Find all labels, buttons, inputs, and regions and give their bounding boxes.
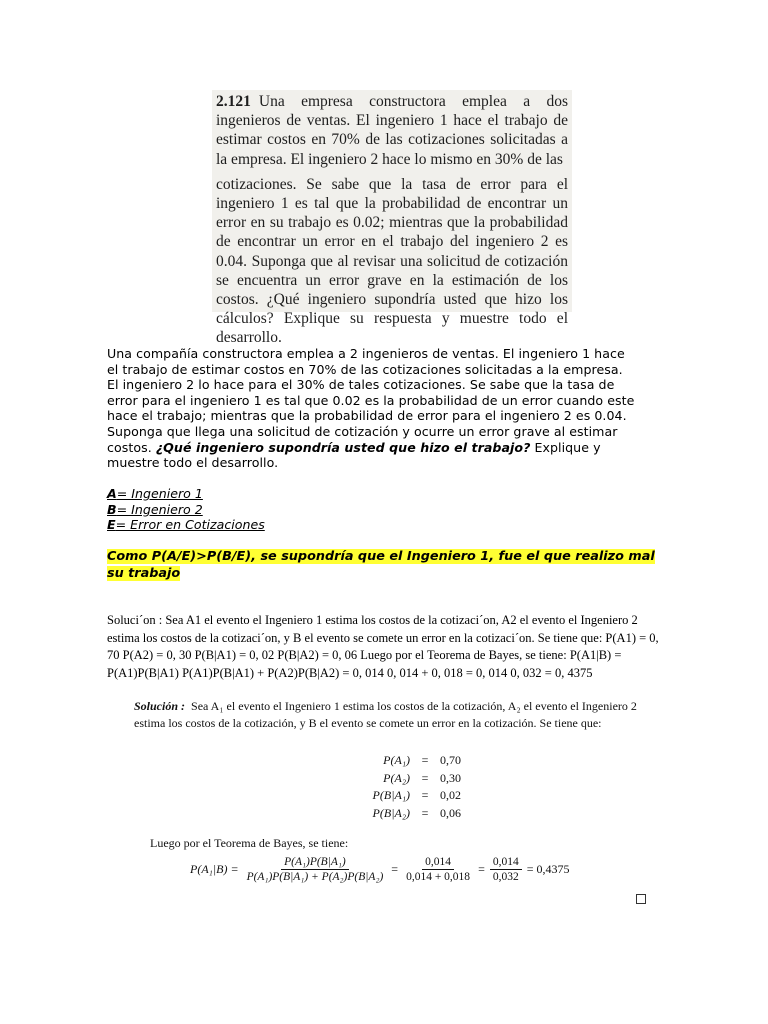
equals-sign: = bbox=[421, 788, 429, 803]
equation-rhs: 0,02 bbox=[440, 788, 461, 803]
solution-text: Soluci´on : Sea A1 el evento el Ingeniero 1 estima los costos de la cotizaci´on, A2 el evento el Ingeniero 2 estima los costos de la cotizaci´on, y B el evento se comete un error en la cotizaci´on. Se tiene que: P(A1) = 0, 70 P(A2) = 0, 30 P(B|A1) = 0, 02 P(B|A2) = 0, 06 Luego por el Teorema de Bayes, se tiene: P(A1|B) = P(A1)P(B|A1) P(A1)P(B|A1) + P(A2)P(B|A2) = 0, 014 0, 014 + 0, 018 = 0, 014 0, 032 = 0, 4375 bbox=[107, 613, 659, 680]
equals-sign: = bbox=[421, 753, 429, 768]
math-solution-image bbox=[120, 690, 660, 890]
equation-lhs: P(A₁) bbox=[383, 753, 410, 768]
equals-sign: = bbox=[478, 862, 485, 876]
numerator: 0,014 bbox=[422, 856, 454, 870]
definition-key: E bbox=[107, 517, 116, 533]
numerator: P(A₁)P(B|A₁) bbox=[281, 856, 349, 870]
formula-lhs: P(A₁|B) = bbox=[190, 862, 239, 876]
problem-paragraph bbox=[107, 346, 637, 471]
definition-key: A bbox=[107, 486, 117, 501]
definitions-list bbox=[107, 486, 265, 533]
equation-rhs: 0,30 bbox=[440, 770, 461, 785]
equals-sign: = bbox=[421, 770, 429, 785]
equals-sign: = bbox=[421, 805, 429, 820]
fraction-2 bbox=[403, 856, 473, 883]
solution-intro-text: Sea A₁ el evento el Ingeniero 1 estima los costos de la cotización, A₂ el evento el Ingeniero 2 estima los costos de la cotización, y B el evento se comete un error en la cotización. Se tiene que: bbox=[134, 699, 637, 730]
definition-text: = Error en Cotizaciones bbox=[115, 517, 265, 533]
equation-lhs: P(A₂) bbox=[383, 770, 410, 785]
numerator: 0,014 bbox=[490, 856, 522, 870]
bayes-label: Luego por el Teorema de Bayes, se tiene: bbox=[150, 836, 349, 850]
equation-rhs: 0,06 bbox=[440, 805, 461, 820]
definition-key: B bbox=[107, 501, 117, 517]
solution-intro bbox=[134, 698, 664, 732]
equation-row bbox=[350, 752, 490, 770]
probability-equations bbox=[350, 752, 490, 822]
conclusion-text: Como P(A/E)>P(B/E), se supondría que el Ingeniero 1, fue el que realizo mal su trabajo bbox=[107, 549, 655, 581]
definition-b bbox=[107, 502, 265, 518]
paragraph-text: Una compañía constructora emplea a 2 ingenieros de ventas. El ingeniero 1 hace el trabajo de estimar costos en 70% de las cotizaciones solicitadas a la empresa. El ingeniero 2 lo hace para el 30% de tales cotizaciones. Se sabe que la tasa de error para el ingeniero 1 es tal que 0.02 es la probabilidad de un error cuando este hace el trabajo; mientras que la probabilidad de error para el ingeniero 2 es 0.04. Suponga que llega una solicitud de cotización y ocurre un error grave al estimar costos. bbox=[107, 346, 635, 455]
paragraph-question: ¿Qué ingeniero supondría usted que hizo el trabajo? bbox=[155, 439, 531, 455]
definition-text: = Ingeniero 1 bbox=[116, 486, 203, 501]
fraction-1 bbox=[244, 856, 387, 883]
equation-lhs: P(B|A₁) bbox=[372, 788, 410, 803]
definition-a bbox=[107, 486, 265, 502]
denominator: 0,032 bbox=[492, 871, 519, 883]
fraction-3 bbox=[490, 856, 522, 883]
formula-result: = 0,4375 bbox=[526, 862, 570, 876]
definition-text: = Ingeniero 2 bbox=[116, 501, 203, 517]
bayes-formula bbox=[190, 856, 570, 883]
problem-first-part bbox=[216, 92, 568, 169]
solucion-label: Solución : bbox=[134, 699, 186, 713]
equation-row bbox=[350, 805, 490, 823]
equation-row bbox=[350, 770, 490, 788]
highlighted-conclusion bbox=[107, 548, 672, 582]
problem-text-1: Una empresa constructora emplea a dos ingenieros de ventas. El ingeniero 1 hace el trabajo de estimar costos en 70% de las cotizaciones solicitadas a la empresa. El ingeniero 2 hace lo mismo en 30% de las bbox=[216, 93, 568, 168]
scanned-problem-image bbox=[212, 90, 572, 347]
problem-number: 2.121 bbox=[216, 93, 251, 110]
equation-rhs: 0,70 bbox=[440, 753, 461, 768]
equation-lhs: P(B|A₂) bbox=[372, 805, 410, 820]
end-of-proof-square bbox=[636, 894, 646, 904]
definition-e bbox=[107, 517, 265, 533]
equals-sign: = bbox=[391, 862, 399, 876]
denominator: 0,014 + 0,018 bbox=[406, 871, 471, 883]
paragraph-tail: Explique y muestre todo el desarrollo. bbox=[107, 439, 601, 471]
denominator: P(A₁)P(B|A₁) + P(A₂)P(B|A₂) bbox=[246, 871, 384, 883]
problem-text-2: cotizaciones. Se sabe que la tasa de error para el ingeniero 1 es tal que la probabilidad de encontrar un error en su trabajo es 0.02; mientras que la probabilidad de encontrar un error en el trabajo del ingeniero 2 es 0.04. Suponga que al revisar una solicitud de cotización se encuentra un error grave en la estimación de los costos. ¿Qué ingeniero supondría usted que hizo los cálculos? Explique su respuesta y muestre todo el desarrollo. bbox=[216, 175, 568, 347]
equation-row bbox=[350, 787, 490, 805]
